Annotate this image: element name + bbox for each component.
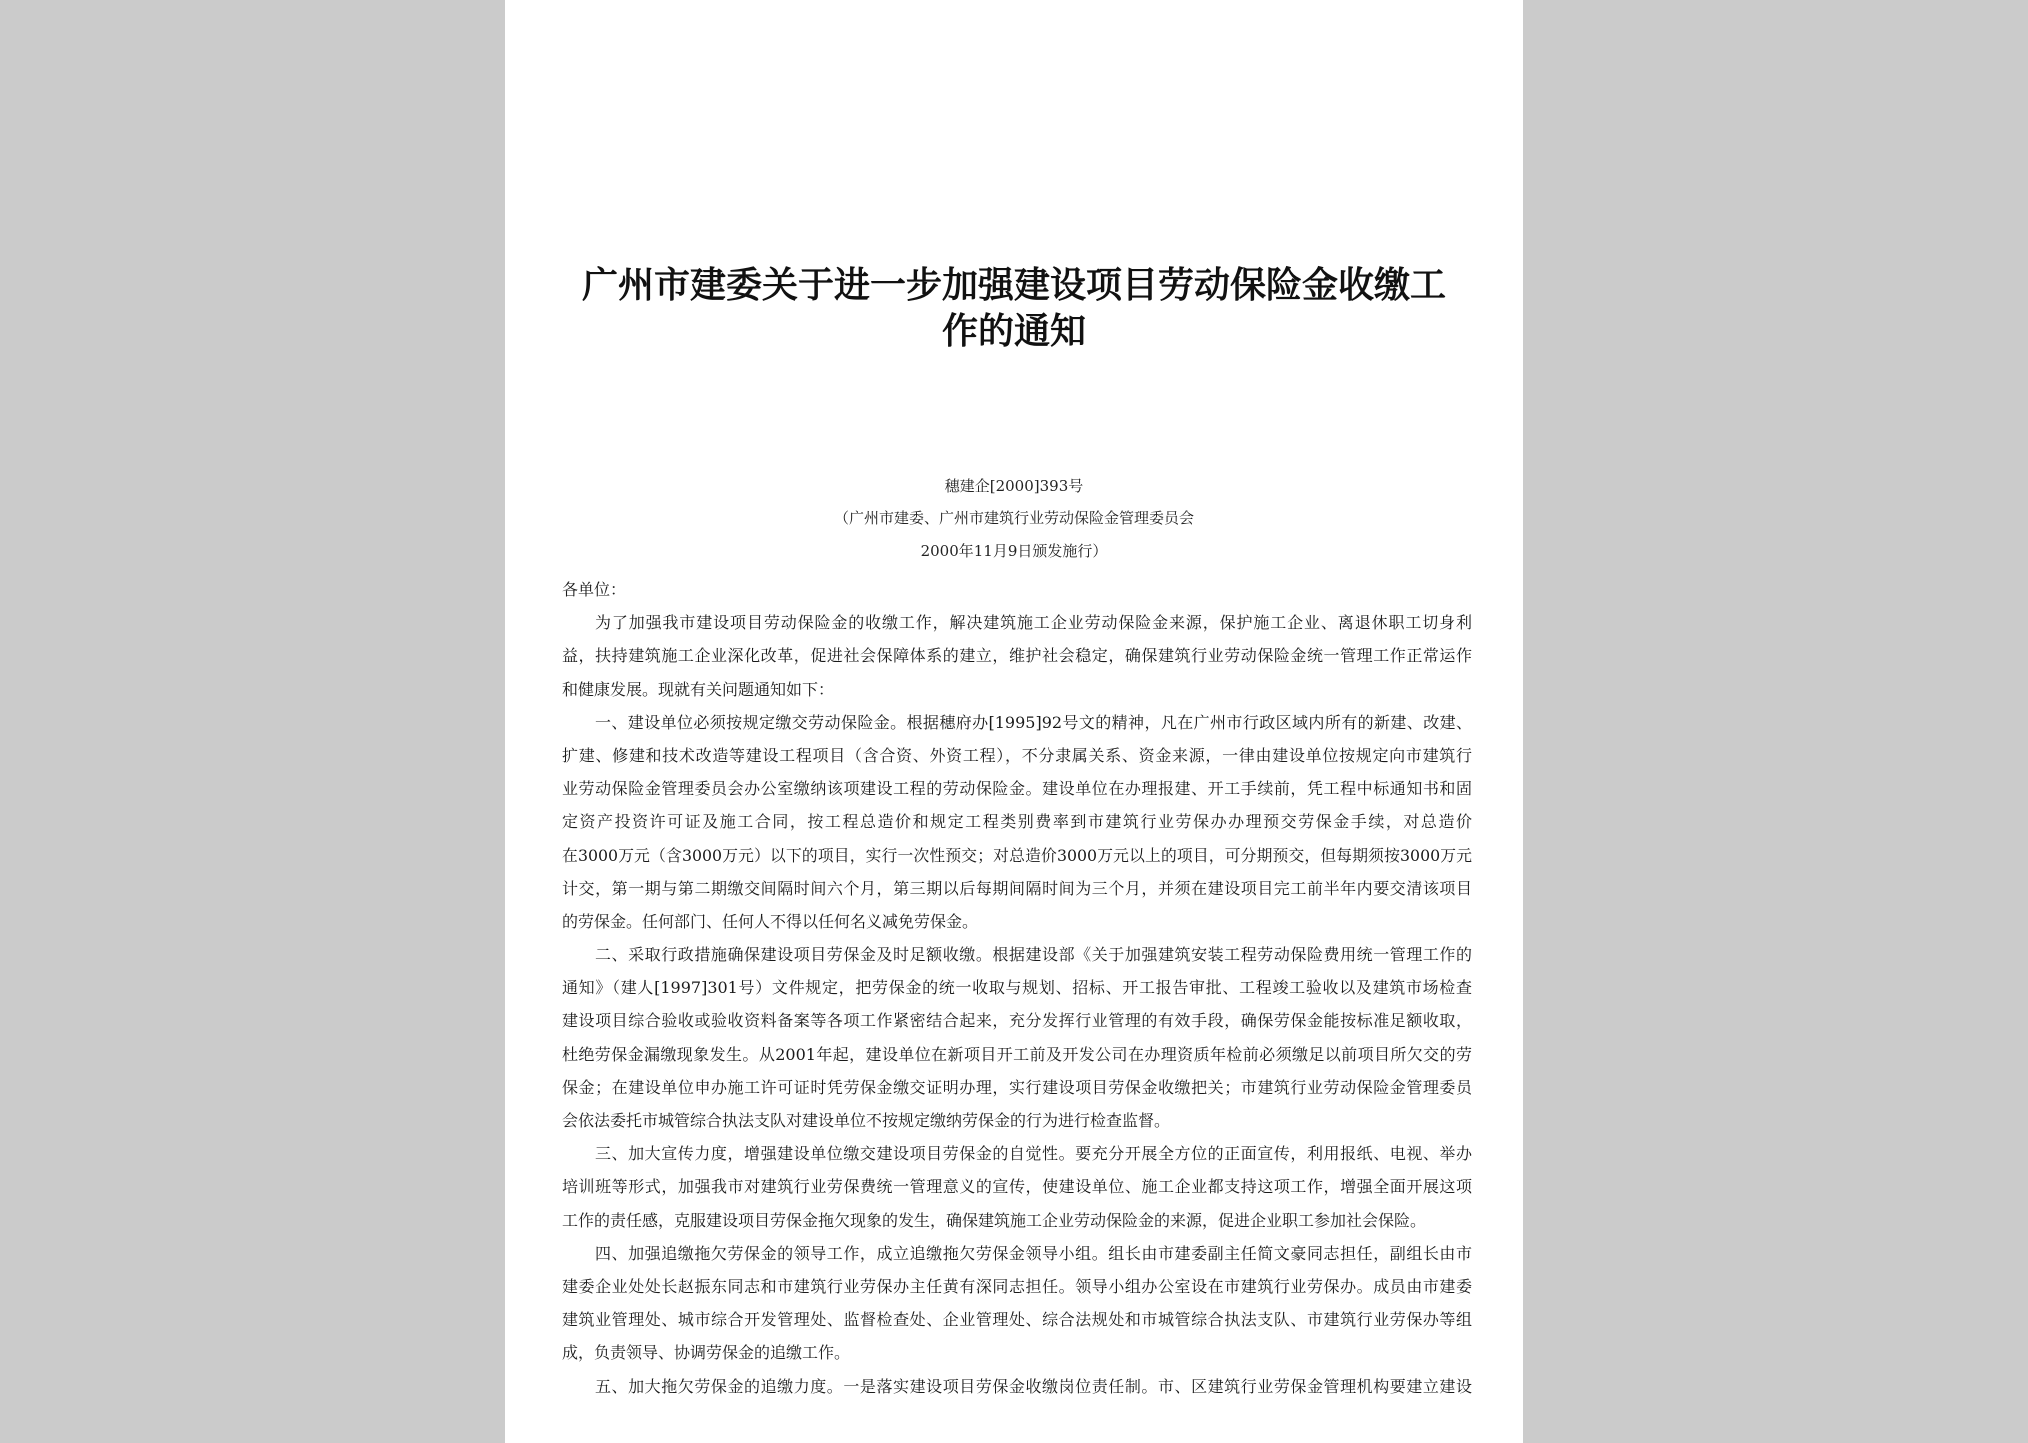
body-line: 一、建设单位必须按规定缴交劳动保险金。根据穗府办[1995]92号文的精神，凡在广州市行政区域内所有的新建、改建、 xyxy=(595,712,1472,732)
body-line: 建设项目综合验收或验收资料备案等各项工作紧密结合起来，充分发挥行业管理的有效手段，确保劳保金能按标准足额收取， xyxy=(562,1011,1472,1031)
document-page xyxy=(505,0,1523,1443)
document-number: 穗建企[2000]393号 xyxy=(944,477,1084,495)
title-line: 广州市建委关于进一步加强建设项目劳动保险金收缴工 xyxy=(581,265,1446,306)
body-line: 扩建、修建和技术改造等建设工程项目（含合资、外资工程），不分隶属关系、资金来源，一律由建设单位按规定向市建筑行 xyxy=(562,745,1472,765)
document-title xyxy=(545,263,1483,355)
body-line: 五、加大拖欠劳保金的追缴力度。一是落实建设项目劳保金收缴岗位责任制。市、区建筑行业劳保金管理机构要建立建设 xyxy=(595,1376,1472,1396)
title-line: 作的通知 xyxy=(941,311,1086,352)
body-line: 工作的责任感，克服建设项目劳保金拖欠现象的发生，确保建筑施工企业劳动保险金的来源，促进企业职工参加社会保险。 xyxy=(562,1210,1427,1230)
body-line: 保金；在建设单位申办施工许可证时凭劳保金缴交证明办理，实行建设项目劳保金收缴把关；市建筑行业劳动保险金管理委员 xyxy=(562,1077,1472,1097)
body-line: 定资产投资许可证及施工合同，按工程总造价和规定工程类别费率到市建筑行业劳保办办理预交劳保金手续，对总造价 xyxy=(562,812,1472,832)
body-line: 会依法委托市城管综合执法支队对建设单位不按规定缴纳劳保金的行为进行检查监督。 xyxy=(562,1111,1171,1130)
body-line: 成，负责领导、协调劳保金的追缴工作。 xyxy=(562,1343,851,1363)
body-line: 三、加大宣传力度，增强建设单位缴交建设项目劳保金的自觉性。要充分开展全方位的正面宣传，利用报纸、电视、举办 xyxy=(595,1144,1472,1164)
salutation: 各单位： xyxy=(562,580,627,599)
body-line: 培训班等形式，加强我市对建筑行业劳保费统一管理意义的宣传，使建设单位、施工企业都支持这项工作，增强全面开展这项 xyxy=(562,1177,1472,1197)
body-line: 的劳保金。任何部门、任何人不得以任何名义减免劳保金。 xyxy=(562,911,979,931)
body-line: 通知》（建人[1997]301号）文件规定，把劳保金的统一收取与规划、招标、开工报告审批、工程竣工验收以及建筑市场检查 xyxy=(562,978,1472,998)
body-line: 和健康发展。现就有关问题通知如下： xyxy=(562,679,835,699)
body-line: 计交，第一期与第二期缴交间隔时间六个月，第三期以后每期间隔时间为三个月，并须在建设项目完工前半年内要交清该项目 xyxy=(562,878,1472,898)
body-line: 建委企业处处长赵振东同志和市建筑行业劳保办主任黄有深同志担任。领导小组办公室设在市建筑行业劳保办。成员由市建委 xyxy=(562,1276,1472,1296)
body-line: 建筑业管理处、城市综合开发管理处、监督检查处、企业管理处、综合法规处和市城管综合执法支队、市建筑行业劳保办等组 xyxy=(562,1310,1472,1330)
body-line: 业劳动保险金管理委员会办公室缴纳该项建设工程的劳动保险金。建设单位在办理报建、开工手续前，凭工程中标通知书和固 xyxy=(562,779,1472,799)
body-line: 二、采取行政措施确保建设项目劳保金及时足额收缴。根据建设部《关于加强建筑安装工程劳动保险费用统一管理工作的 xyxy=(595,945,1472,965)
issue-date: 2000年11月9日颁发施行） xyxy=(920,542,1108,560)
issuing-authority: （广州市建委、广州市建筑行业劳动保险金管理委员会 xyxy=(833,509,1194,527)
body-line: 杜绝劳保金漏缴现象发生。从2001年起，建设单位在新项目开工前及开发公司在办理资质年检前必须缴足以前项目所欠交的劳 xyxy=(562,1044,1472,1064)
body-line: 在3000万元（含3000万元）以下的项目，实行一次性预交；对总造价3000万元以上的项目，可分期预交，但每期须按3000万元 xyxy=(562,845,1472,865)
body-line: 为了加强我市建设项目劳动保险金的收缴工作，解决建筑施工企业劳动保险金来源，保护施工企业、离退休职工切身利 xyxy=(595,613,1472,633)
document-body xyxy=(562,573,1472,1403)
body-line: 四、加强追缴拖欠劳保金的领导工作，成立追缴拖欠劳保金领导小组。组长由市建委副主任简文豪同志担任，副组长由市 xyxy=(595,1243,1472,1263)
body-line: 益，扶持建筑施工企业深化改革，促进社会保障体系的建立，维护社会稳定，确保建筑行业劳动保险金统一管理工作正常运作 xyxy=(562,646,1472,666)
